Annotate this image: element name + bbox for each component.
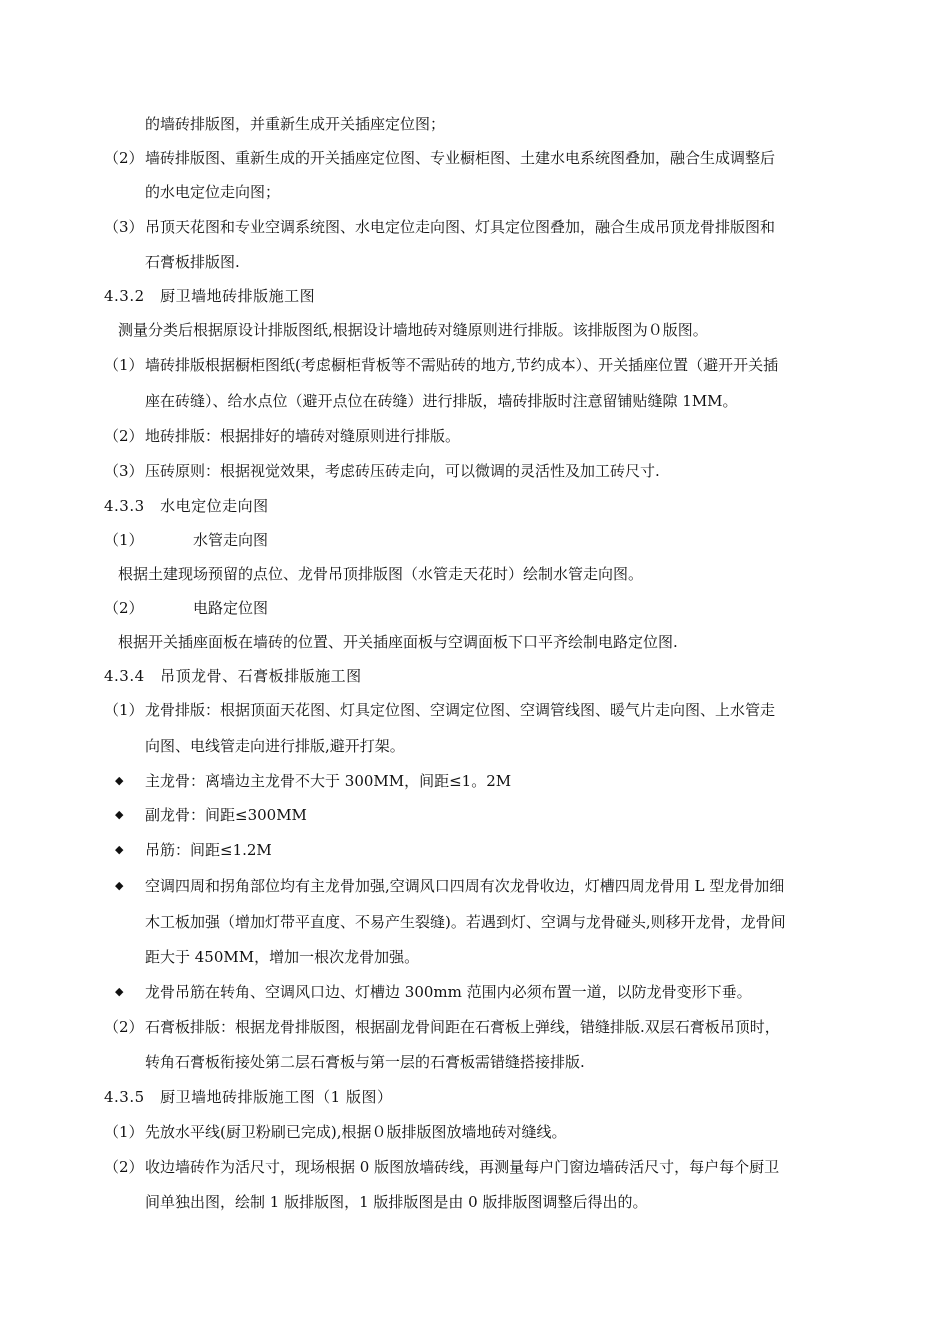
list-number: （3） [104,218,144,236]
list-number: （1） [104,356,144,374]
bullet-item-text: 龙骨吊筋在转角、空调风口边、灯槽边 300mm 范围内必须布置一道，以防龙骨变形下垂。 [145,983,752,1001]
list-item-text: 墙砖排版根据橱柜图纸(考虑橱柜背板等不需贴砖的地方,节约成本）、开关插座位置（避开开关插 [145,356,779,374]
bullet-icon: ◆ [115,808,124,821]
list-item-text: 向图、电线管走向进行排版,避开打架。 [145,737,405,755]
list-number: （2） [104,427,144,445]
list-item-text: 的水电定位走向图； [145,183,281,201]
section-heading-4-3-4: 4.3.4 吊顶龙骨、石膏板排版施工图 [104,667,362,685]
list-number: （1） [104,1123,144,1141]
list-item-text: 石膏板排版图. [145,253,240,271]
bullet-item-text: 副龙骨：间距≤300MM [145,806,307,824]
list-number: （2） [104,149,144,167]
bullet-item-text: 空调四周和拐角部位均有主龙骨加强,空调风口四周有次龙骨收边，灯槽四周龙骨用 L 型龙骨加细 [145,877,785,895]
list-number: （1） [104,701,144,719]
list-item-text: 地砖排版：根据排好的墙砖对缝原则进行排版。 [145,427,461,445]
paragraph-line: 测量分类后根据原设计排版图纸,根据设计墙地砖对缝原则进行排版。该排版图为０版图。 [118,321,708,339]
list-number: （2） [104,1018,144,1036]
paragraph-line: 根据开关插座面板在墙砖的位置、开关插座面板与空调面板下口平齐绘制电路定位图. [118,633,678,651]
list-item-text: 电路定位图 [193,599,269,617]
list-item-text: 龙骨排版：根据顶面天花图、灯具定位图、空调定位图、空调管线图、暖气片走向图、上水管走 [145,701,776,719]
section-heading-4-3-5: 4.3.5 厨卫墙地砖排版施工图（1 版图） [104,1088,393,1106]
list-number: （2） [104,599,144,617]
bullet-icon: ◆ [115,879,124,892]
bullet-icon: ◆ [115,985,124,998]
list-item-text: 墙砖排版图、重新生成的开关插座定位图、专业橱柜图、土建水电系统图叠加，融合生成调整后 [145,149,776,167]
list-number: （2） [104,1158,144,1176]
section-heading-4-3-3: 4.3.3 水电定位走向图 [104,497,269,515]
list-item-text: 收边墙砖作为活尺寸，现场根据 0 版图放墙砖线，再测量每户门窗边墙砖活尺寸，每户每个厨卫 [145,1158,780,1176]
list-item-text: 间单独出图，绘制 1 版排版图，1 版排版图是由 0 版排版图调整后得出的。 [145,1193,648,1211]
section-heading-4-3-2: 4.3.2 厨卫墙地砖排版施工图 [104,287,316,305]
paragraph-line: 根据土建现场预留的点位、龙骨吊顶排版图（水管走天花时）绘制水管走向图。 [118,565,644,583]
list-item-text: 座在砖缝）、给水点位（避开点位在砖缝）进行排版，墙砖排版时注意留铺贴缝隙 1MM。 [145,392,738,410]
list-item-text: 吊顶天花图和专业空调系统图、水电定位走向图、灯具定位图叠加，融合生成吊顶龙骨排版图和 [145,218,776,236]
paragraph-line: 的墙砖排版图，并重新生成开关插座定位图； [145,115,446,133]
list-item-text: 水管走向图 [193,531,269,549]
bullet-item-text: 吊筋：间距≤1.2M [145,841,272,859]
bullet-item-text: 木工板加强（增加灯带平直度、不易产生裂缝)。若遇到灯、空调与龙骨碰头,则移开龙骨，龙骨间 [145,913,786,931]
bullet-item-text: 主龙骨：离墙边主龙骨不大于 300MM，间距≤1。2M [145,772,512,790]
list-item-text: 压砖原则：根据视觉效果，考虑砖压砖走向，可以微调的灵活性及加工砖尺寸. [145,462,660,480]
list-number: （1） [104,531,144,549]
list-number: （3） [104,462,144,480]
bullet-icon: ◆ [115,843,124,856]
list-item-text: 先放水平线(厨卫粉刷已完成),根据０版排版图放墙地砖对缝线。 [145,1123,567,1141]
list-item-text: 石膏板排版：根据龙骨排版图，根据副龙骨间距在石膏板上弹线，错缝排版.双层石膏板吊顶时， [145,1018,780,1036]
list-item-text: 转角石膏板衔接处第二层石膏板与第一层的石膏板需错缝搭接排版. [145,1053,585,1071]
bullet-icon: ◆ [115,774,124,787]
bullet-item-text: 距大于 450MM，增加一根次龙骨加强。 [145,948,420,966]
